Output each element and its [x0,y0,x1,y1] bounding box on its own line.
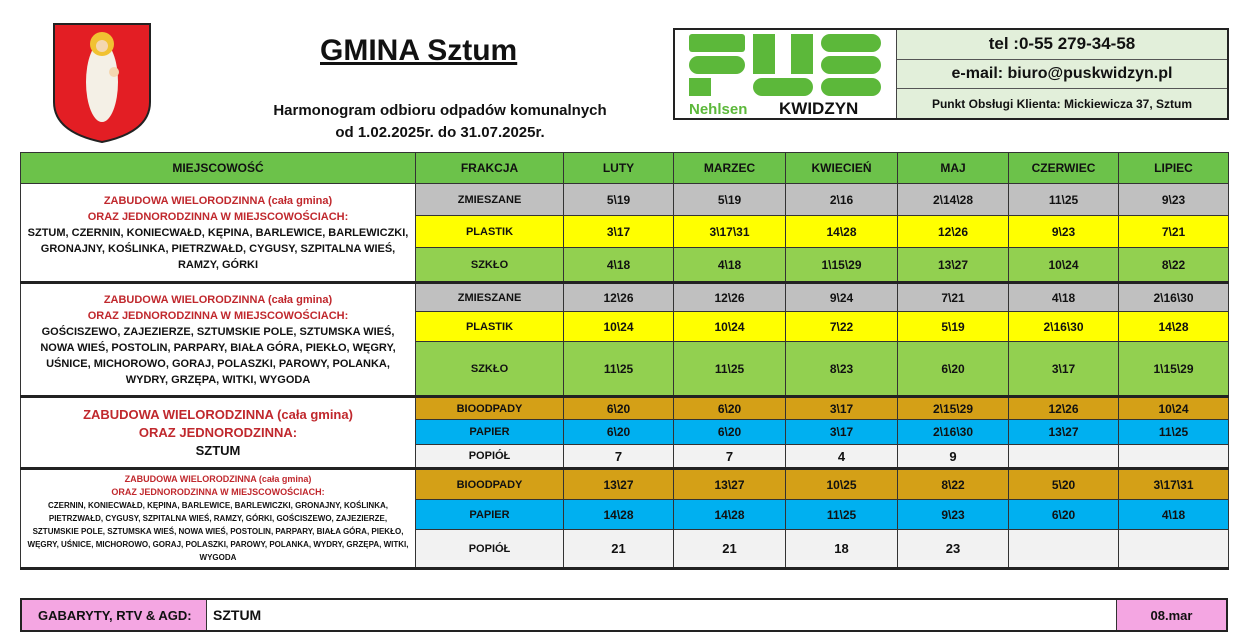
pickup-dates [1119,445,1229,469]
fraction-cell: ZMIESZANE [416,184,564,216]
page-title: GMINA Sztum [320,34,518,67]
pickup-dates: 14\28 [674,500,786,530]
pickup-dates: 5\19 [564,184,674,216]
pickup-dates: 4\18 [1119,500,1229,530]
pickup-dates: 8\23 [786,342,898,397]
svg-text:KWIDZYN: KWIDZYN [779,99,859,118]
pickup-dates: 3\17 [1009,342,1119,397]
schedule-table [20,152,1229,570]
column-header: KWIECIEŃ [786,153,898,184]
pickup-dates: 11\25 [674,342,786,397]
building-type: ZABUDOWA WIELORODZINNA (cała gmina) [83,406,353,422]
pickup-dates: 4 [786,445,898,469]
column-header: LIPIEC [1119,153,1229,184]
pickup-dates: 5\19 [898,312,1009,342]
pickup-dates: 23 [898,530,1009,569]
table-row [21,469,1229,500]
pickup-dates: 10\24 [674,312,786,342]
pickup-dates: 13\27 [674,469,786,500]
column-header: MIEJSCOWOŚĆ [21,153,416,184]
pickup-dates: 9\24 [786,283,898,312]
pickup-dates: 7\21 [898,283,1009,312]
fraction-cell: BIOODPADY [416,469,564,500]
pickup-dates: 13\27 [898,248,1009,283]
pickup-dates [1009,530,1119,569]
pickup-dates: 8\22 [898,469,1009,500]
pickup-dates: 9\23 [898,500,1009,530]
pickup-dates: 9 [898,445,1009,469]
pickup-dates: 7 [564,445,674,469]
pickup-dates: 4\18 [1009,283,1119,312]
building-type: ZABUDOWA WIELORODZINNA (cała gmina) [124,474,312,484]
pickup-dates: 2\14\28 [898,184,1009,216]
pus-logo [675,30,897,118]
pickup-dates: 6\20 [898,342,1009,397]
pickup-dates: 6\20 [564,420,674,445]
schedule-subtitle [250,100,630,144]
pickup-dates: 21 [674,530,786,569]
pickup-dates: 11\25 [564,342,674,397]
bulky-waste-place: SZTUM [213,607,262,623]
pickup-dates: 8\22 [1119,248,1229,283]
fraction-cell: POPIÓŁ [416,445,564,469]
pickup-dates: 3\17 [786,420,898,445]
bulky-waste-label: GABARYTY, RTV & AGD: [22,600,207,630]
subtitle-line: Harmonogram odbioru odpadów komunalnych [273,102,607,119]
office-address: Punkt Obsługi Klienta: Mickiewicza 37, Sztum [931,96,1193,111]
pickup-dates: 4\18 [564,248,674,283]
pickup-dates: 9\23 [1009,216,1119,248]
pickup-dates: 7\21 [1119,216,1229,248]
column-header: MAJ [898,153,1009,184]
pickup-dates: 14\28 [1119,312,1229,342]
pickup-dates: 3\17 [786,397,898,420]
pickup-dates: 11\25 [1009,184,1119,216]
pickup-dates: 6\20 [674,420,786,445]
pickup-dates: 6\20 [564,397,674,420]
pickup-dates: 12\26 [1009,397,1119,420]
fraction-cell: ZMIESZANE [416,283,564,312]
localities: SZTUM [195,442,241,458]
table-row [21,184,1229,216]
pickup-dates: 3\17\31 [674,216,786,248]
localities: CZERNIN, KONIECWAŁD, KĘPINA, BARLEWICE, BARLEWICZKI, GRONAJNY, KOŚLINKA, PIETRZWAŁD, CYGUSY, SZPITALNA WIEŚ, RAMZY, GÓRKI, GOŚCISZEWO, ZAJEZIERZE, SZTUMSKIE POLE, SZTUMSKA WIEŚ, NOWA WIEŚ, POSTOLIN, PARPARY, BIAŁA GÓRA, PIEKŁO, WĘGRY, UŚNICE, MICHOROWO, GORAJ, POLASZKI, PAROWY, POLANKA, WYDRY, GRZĘPA, WITKI, WYGODA [27,501,409,562]
fraction-cell: SZKŁO [416,248,564,283]
pickup-dates: 7 [674,445,786,469]
pickup-dates: 11\25 [1119,420,1229,445]
fraction-cell: PLASTIK [416,216,564,248]
localities: SZTUM, CZERNIN, KONIECWAŁD, KĘPINA, BARLEWICE, BARLEWICZKI, GRONAJNY, KOŚLINKA, PIETRZWAŁD, CYGUSY, SZPITALNA WIEŚ, RAMZY, GÓRKI [27,226,409,271]
fraction-cell: PAPIER [416,500,564,530]
pus-logo-icon [675,30,895,118]
date-range: od 1.02.2025r. do 31.07.2025r. [335,124,545,141]
pickup-dates: 3\17\31 [1119,469,1229,500]
pickup-dates: 2\16\30 [1119,283,1229,312]
pickup-dates: 12\26 [674,283,786,312]
pickup-dates: 2\15\29 [898,397,1009,420]
pickup-dates: 6\20 [1009,500,1119,530]
svg-text:Nehlsen: Nehlsen [689,101,748,118]
bulky-waste-row [20,598,1228,632]
pickup-dates: 10\24 [1119,397,1229,420]
pickup-dates: 11\25 [786,500,898,530]
fraction-cell: PLASTIK [416,312,564,342]
pickup-dates: 2\16 [786,184,898,216]
column-header: MARZEC [674,153,786,184]
building-type: ORAZ JEDNORODZINNA: [138,424,298,440]
table-row [21,283,1229,312]
phone-number: tel :0-55 279-34-58 [897,30,1227,60]
pickup-dates [1119,530,1229,569]
pickup-dates: 10\24 [564,312,674,342]
table-row [21,397,1229,420]
fraction-cell: POPIÓŁ [416,530,564,569]
pickup-dates: 7\22 [786,312,898,342]
pickup-dates: 18 [786,530,898,569]
building-type: ORAZ JEDNORODZINNA W MIEJSCOWOŚCIACH: [87,210,349,223]
pickup-dates: 9\23 [1119,184,1229,216]
pickup-dates: 14\28 [564,500,674,530]
column-header: FRAKCJA [416,153,564,184]
location-cell [21,184,416,283]
pickup-dates: 21 [564,530,674,569]
pickup-dates: 3\17 [564,216,674,248]
pickup-dates: 12\26 [564,283,674,312]
coat-of-arms-icon [52,22,152,144]
pickup-dates: 10\24 [1009,248,1119,283]
pickup-dates: 5\20 [1009,469,1119,500]
building-type: ORAZ JEDNORODZINNA W MIEJSCOWOŚCIACH: [111,487,325,497]
pickup-dates [1009,445,1119,469]
fraction-cell: SZKŁO [416,342,564,397]
pickup-dates: 4\18 [674,248,786,283]
pickup-dates: 1\15\29 [786,248,898,283]
column-header: LUTY [564,153,674,184]
location-cell [21,397,416,469]
pickup-dates: 14\28 [786,216,898,248]
pickup-dates: 10\25 [786,469,898,500]
location-cell [21,283,416,397]
pickup-dates: 13\27 [564,469,674,500]
building-type: ORAZ JEDNORODZINNA W MIEJSCOWOŚCIACH: [87,309,349,322]
pickup-dates: 1\15\29 [1119,342,1229,397]
pickup-dates: 5\19 [674,184,786,216]
building-type: ZABUDOWA WIELORODZINNA (cała gmina) [103,194,333,207]
location-cell [21,469,416,569]
localities: GOŚCISZEWO, ZAJEZIERZE, SZTUMSKIE POLE, SZTUMSKA WIEŚ, NOWA WIEŚ, POSTOLIN, PARPARY, BIAŁA GÓRA, PIEKŁO, WĘGRY, UŚNICE, MICHOROWO, GORAJ, POLASZKI, PAROWY, POLANKA, WYDRY, GRZĘPA, WITKI, WYGODA [40,325,396,386]
pickup-dates: 12\26 [898,216,1009,248]
pickup-dates: 6\20 [674,397,786,420]
building-type: ZABUDOWA WIELORODZINNA (cała gmina) [103,293,333,306]
fraction-cell: PAPIER [416,420,564,445]
pickup-dates: 2\16\30 [898,420,1009,445]
email-address: e-mail: biuro@puskwidzyn.pl [897,60,1227,90]
column-header: CZERWIEC [1009,153,1119,184]
company-info [673,28,1229,120]
pickup-dates: 2\16\30 [1009,312,1119,342]
bulky-waste-date: 08.mar [1116,600,1226,630]
fraction-cell: BIOODPADY [416,397,564,420]
pickup-dates: 13\27 [1009,420,1119,445]
